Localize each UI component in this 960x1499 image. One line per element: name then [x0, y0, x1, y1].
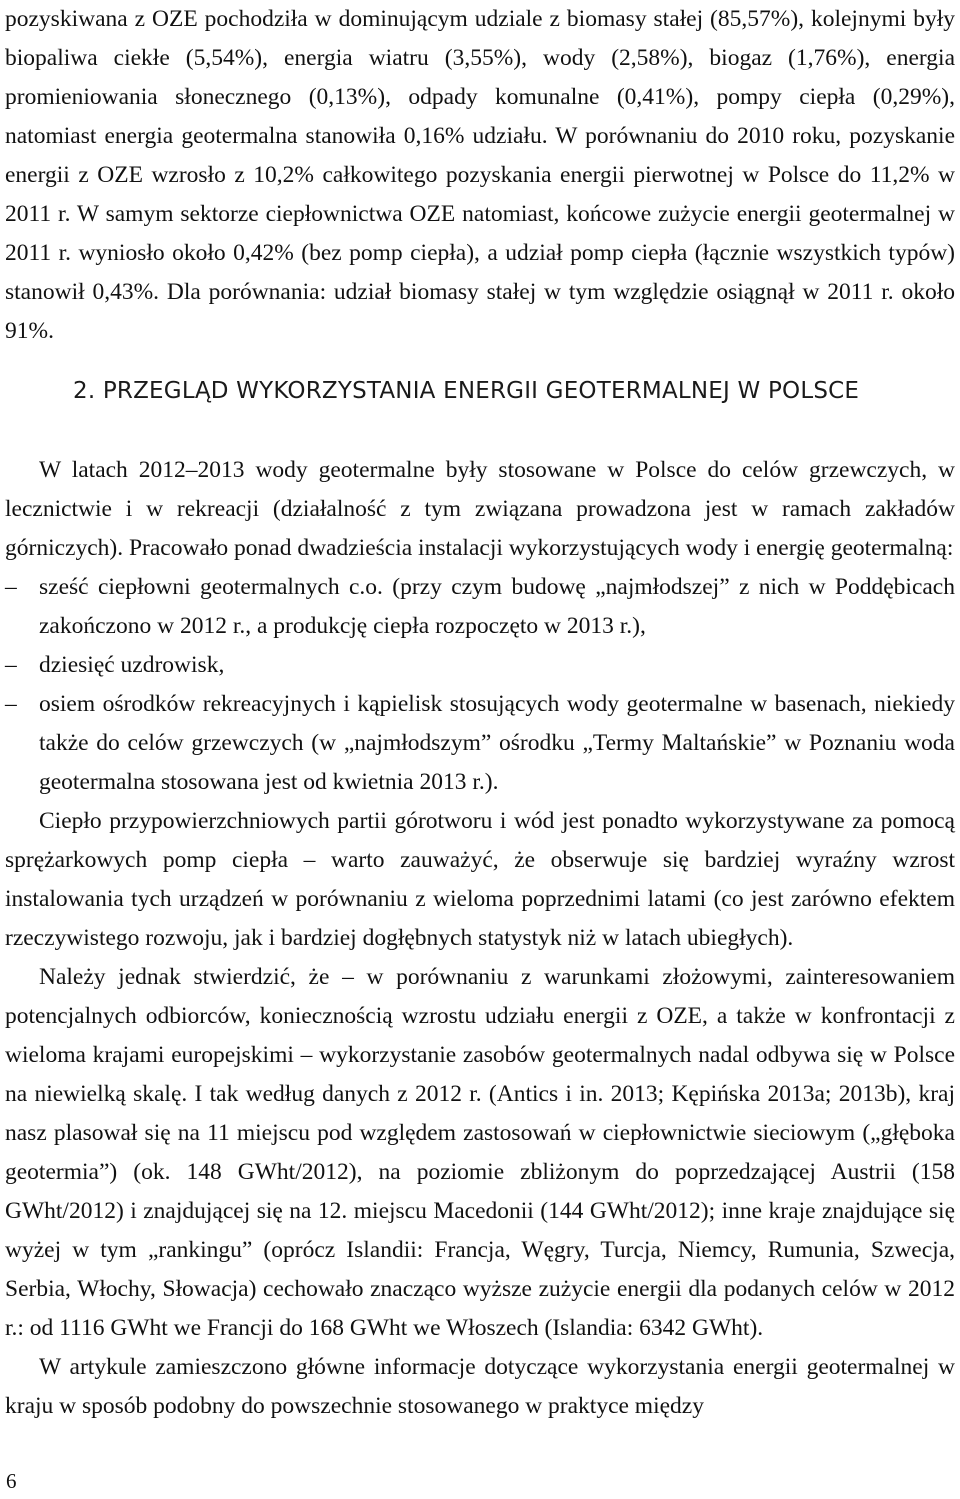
- intro-block: [5, 0, 955, 351]
- list-dash: –: [5, 691, 17, 717]
- section-paragraph-1: W latach 2012–2013 wody geotermalne były stosowane w Polsce do celów grzewczych, w lecznictwie i w rekreacji (działalność z tym związana prowadzona jest w ramach zakładów górniczych). Pracowało ponad dwadzieścia instalacji wykorzystujących wody i energię geotermalną:: [5, 457, 955, 561]
- section-heading: 2. PRZEGLĄD WYKORZYSTANIA ENERGII GEOTERMALNEJ W POLSCE: [73, 378, 860, 404]
- section-paragraph-3: Należy jednak stwierdzić, że – w porównaniu z warunkami złożowymi, zainteresowaniem potencjalnych odbiorców, koniecznością wzrostu udziału energii z OZE, a także w konfrontacji z wieloma krajami europejskimi – wykorzystanie zasobów geotermalnych nadal odbywa się w Polsce na niewielką skalę. I tak według danych z 2012 r. (Antics i in. 2013; Kępińska 2013a; 2013b), kraj nasz plasował się na 11 miejscu pod względem zastosowań w ciepłownictwie sieciowym („głęboka geotermia”) (ok. 148 GWht/2012), na poziomie zbliżonym do poprzedzającej Austrii (158 GWht/2012) i znajdującej się na 12. miejscu Macedonii (144 GWht/2012); inne kraje znajdujące się wyżej w tym „rankingu” (oprócz Islandii: Francja, Węgry, Turcja, Niemcy, Rumunia, Szwecja, Serbia, Włochy, Słowacja) cechowało znacząco wyższe zużycie energii dla podanych celów w 2012 r.: od 1116 GWht we Francji do 168 GWht we Włoszech (Islandia: 6342 GWht).: [5, 964, 955, 1341]
- page-number: 6: [6, 1469, 17, 1493]
- list-item: [5, 685, 955, 802]
- list-item: [5, 568, 955, 646]
- list-item-text: osiem ośrodków rekreacyjnych i kąpielisk stosujących wody geotermalne w basenach, niekiedy także do celów grzewczych (w „najmłodszym” ośrodku „Termy Maltańskie” w Poznaniu woda geotermalna stosowana jest od kwietnia 2013 r.).: [39, 691, 955, 795]
- list-dash: –: [5, 652, 17, 678]
- installations-list: [5, 568, 955, 802]
- list-item: [5, 646, 955, 685]
- section-body: [5, 451, 955, 1426]
- list-dash: –: [5, 574, 17, 600]
- list-item-text: sześć ciepłowni geotermalnych c.o. (przy czym budowę „najmłodszej” z nich w Poddębicach zakończono w 2012 r., a produkcję ciepła rozpoczęto w 2013 r.),: [39, 574, 955, 639]
- intro-paragraph: pozyskiwana z OZE pochodziła w dominującym udziale z biomasy stałej (85,57%), kolejnymi były biopaliwa ciekłe (5,54%), energia wiatru (3,55%), wody (2,58%), biogaz (1,76%), energia promieniowania słonecznego (0,13%), odpady komunalne (0,41%), pompy ciepła (0,29%), natomiast energia geotermalna stanowiła 0,16% udziału. W porównaniu do 2010 roku, pozyskanie energii z OZE wzrosło z 10,2% całkowitego pozyskania energii pierwotnej w Polsce do 11,2% w 2011 r. W samym sektorze ciepłownictwa OZE natomiast, końcowe zużycie energii geotermalnej w 2011 r. wyniosło około 0,42% (bez pomp ciepła), a udział pomp ciepła (łącznie wszystkich typów) stanowił 0,43%. Dla porównania: udział biomasy stałej w tym względzie osiągnął w 2011 r. około 91%.: [5, 6, 955, 344]
- list-item-text: dziesięć uzdrowisk,: [39, 652, 225, 678]
- section-paragraph-4: W artykule zamieszczono główne informacje dotyczące wykorzystania energii geotermalnej w kraju w sposób podobny do powszechnie stosowanego w praktyce między: [5, 1354, 955, 1419]
- section-paragraph-2: Ciepło przypowierzchniowych partii górotworu i wód jest ponadto wykorzystywane za pomocą sprężarkowych pomp ciepła – warto zauważyć, że obserwuje się bardziej wyraźny wzrost instalowania tych urządzeń w porównaniu z wieloma poprzednimi latami (co jest zarówno efektem rzeczywistego rozwoju, jak i bardziej dogłębnych statystyk niż w latach ubiegłych).: [5, 808, 955, 951]
